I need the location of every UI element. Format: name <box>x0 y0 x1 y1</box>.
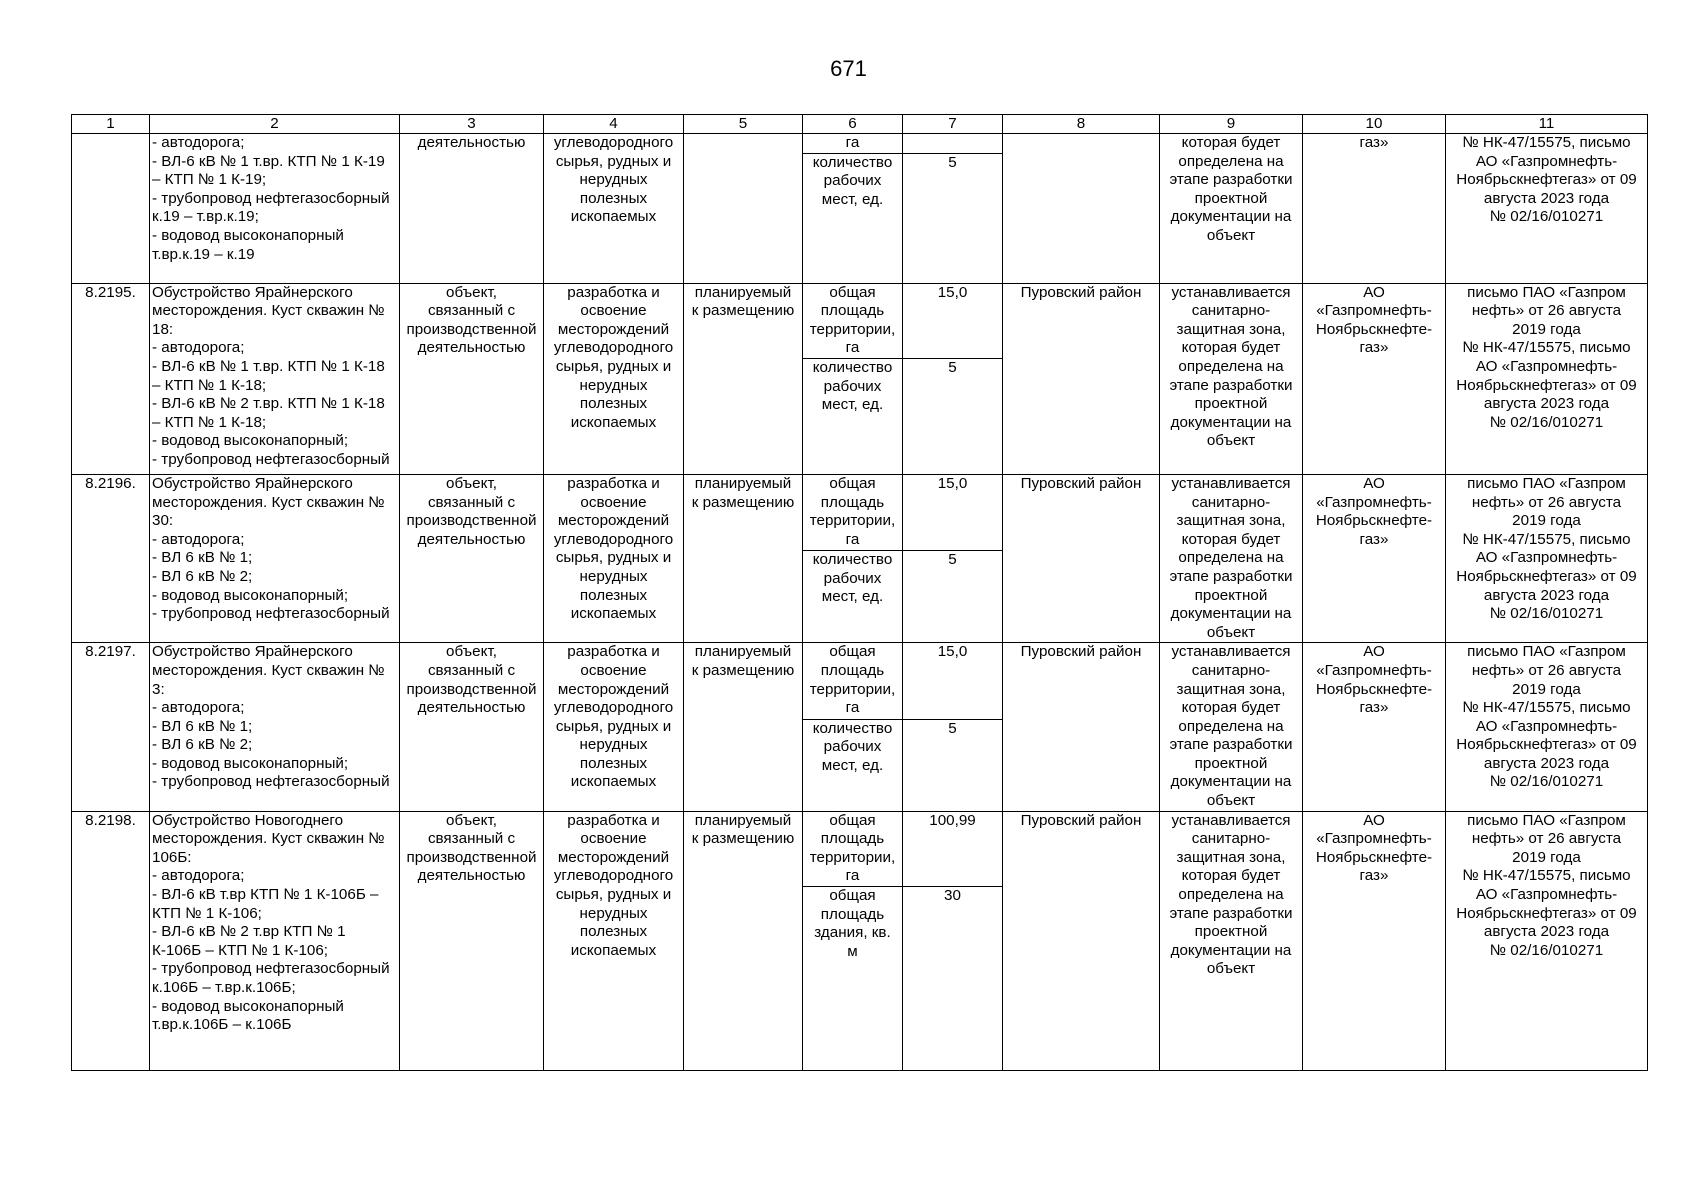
characteristic-cell: количество рабочих мест, ед. <box>803 358 903 474</box>
source-cell: письмо ПАО «Газпром нефть» от 26 августа 2019 года № НК-47/15575, письмо АО «Газпромнефть- Ноябрьскнефтегаз» от 09 августа 2023 года № 02/16/010271 <box>1446 811 1648 1070</box>
characteristic-cell: количество рабочих мест, ед. <box>803 551 903 643</box>
characteristic-cell: общая площадь территории, га <box>803 283 903 358</box>
row-number-cell: 8.2198. <box>72 811 150 1070</box>
owner-cell: АО «Газпромнефть- Ноябрьскнефте- газ» <box>1303 283 1446 474</box>
characteristic-cell: общая площадь территории, га <box>803 643 903 719</box>
value-cell: 5 <box>903 153 1003 283</box>
table-row <box>72 643 1648 719</box>
basis-cell: разработка и освоение месторождений углеводородного сырья, рудных и нерудных полезных ископаемых <box>544 474 684 642</box>
table-row <box>72 474 1648 550</box>
row-number-cell <box>72 134 150 284</box>
location-cell: Пуровский район <box>1003 811 1160 1070</box>
status-cell: планируемый к размещению <box>684 643 803 811</box>
owner-cell: АО «Газпромнефть- Ноябрьскнефте- газ» <box>1303 811 1446 1070</box>
column-header: 10 <box>1303 115 1446 134</box>
purpose-cell: объект, связанный с производственной деятельностью <box>400 643 544 811</box>
object-name-cell: Обустройство Ярайнерского месторождения. Куст скважин № 3: - автодорога; - ВЛ 6 кВ № 1; - ВЛ 6 кВ № 2; - водовод высоконапорный; - трубопровод нефтегазосборный <box>150 643 400 811</box>
column-header: 5 <box>684 115 803 134</box>
source-cell: письмо ПАО «Газпром нефть» от 26 августа 2019 года № НК-47/15575, письмо АО «Газпромнефть- Ноябрьскнефтегаз» от 09 августа 2023 года № 02/16/010271 <box>1446 643 1648 811</box>
characteristic-cell: общая площадь территории, га <box>803 474 903 550</box>
object-name-cell: - автодорога; - ВЛ-6 кВ № 1 т.вр. КТП № 1 К-19 – КТП № 1 К-19; - трубопровод нефтегазосборный к.19 – т.вр.к.19; - водовод высоконапорный т.вр.к.19 – к.19 <box>150 134 400 284</box>
characteristic-cell: количество рабочих мест, ед. <box>803 153 903 283</box>
row-number-cell: 8.2197. <box>72 643 150 811</box>
location-cell: Пуровский район <box>1003 643 1160 811</box>
zone-cell: устанавливается санитарно- защитная зона, которая будет определена на этапе разработки проектной документации на объект <box>1160 811 1303 1070</box>
column-header: 1 <box>72 115 150 134</box>
row-number-cell: 8.2195. <box>72 283 150 474</box>
column-header: 3 <box>400 115 544 134</box>
value-cell: 15,0 <box>903 474 1003 550</box>
object-name-cell: Обустройство Ярайнерского месторождения. Куст скважин № 30: - автодорога; - ВЛ 6 кВ № 1; - ВЛ 6 кВ № 2; - водовод высоконапорный; - трубопровод нефтегазосборный <box>150 474 400 642</box>
characteristic-cell: общая площадь территории, га <box>803 811 903 886</box>
source-cell: № НК-47/15575, письмо АО «Газпромнефть- Ноябрьскнефтегаз» от 09 августа 2023 года № 02/16/010271 <box>1446 134 1648 284</box>
continuation-row <box>72 134 1648 154</box>
column-header: 4 <box>544 115 684 134</box>
basis-cell: разработка и освоение месторождений углеводородного сырья, рудных и нерудных полезных ископаемых <box>544 811 684 1070</box>
status-cell: планируемый к размещению <box>684 811 803 1070</box>
owner-cell: АО «Газпромнефть- Ноябрьскнефте- газ» <box>1303 474 1446 642</box>
objects-table <box>71 114 1648 1071</box>
purpose-cell: объект, связанный с производственной деятельностью <box>400 283 544 474</box>
page-number: 671 <box>830 56 867 81</box>
value-cell: 5 <box>903 551 1003 643</box>
purpose-cell: объект, связанный с производственной деятельностью <box>400 474 544 642</box>
value-cell: 5 <box>903 358 1003 474</box>
source-cell: письмо ПАО «Газпром нефть» от 26 августа 2019 года № НК-47/15575, письмо АО «Газпромнефть- Ноябрьскнефтегаз» от 09 августа 2023 года № 02/16/010271 <box>1446 474 1648 642</box>
object-name-cell: Обустройство Новогоднего месторождения. Куст скважин № 106Б: - автодорога; - ВЛ-6 кВ т.вр КТП № 1 К-106Б – КТП № 1 К-106; - ВЛ-6 кВ № 2 т.вр КТП № 1 К-106Б – КТП № 1 К-106; - трубопровод нефтегазосборный к.106Б – т.вр.к.106Б; - водовод высоконапорный т.вр.к.106Б – к.106Б <box>150 811 400 1070</box>
column-header: 9 <box>1160 115 1303 134</box>
header-row <box>72 115 1648 134</box>
location-cell: Пуровский район <box>1003 283 1160 474</box>
zone-cell: которая будет определена на этапе разработки проектной документации на объект <box>1160 134 1303 284</box>
value-cell: 100,99 <box>903 811 1003 886</box>
status-cell <box>684 134 803 284</box>
table-row <box>72 811 1648 886</box>
object-name-cell: Обустройство Ярайнерского месторождения. Куст скважин № 18: - автодорога; - ВЛ-6 кВ № 1 т.вр. КТП № 1 К-18 – КТП № 1 К-18; - ВЛ-6 кВ № 2 т.вр. КТП № 1 К-18 – КТП № 1 К-18; - водовод высоконапорный; - трубопровод нефтегазосборный <box>150 283 400 474</box>
column-header: 2 <box>150 115 400 134</box>
value-cell: 15,0 <box>903 283 1003 358</box>
characteristic-cell: га <box>803 134 903 154</box>
owner-cell: АО «Газпромнефть- Ноябрьскнефте- газ» <box>1303 643 1446 811</box>
value-cell: 15,0 <box>903 643 1003 719</box>
purpose-cell: деятельностью <box>400 134 544 284</box>
status-cell: планируемый к размещению <box>684 283 803 474</box>
characteristic-cell: количество рабочих мест, ед. <box>803 719 903 811</box>
zone-cell: устанавливается санитарно- защитная зона, которая будет определена на этапе разработки проектной документации на объект <box>1160 474 1303 642</box>
table-row <box>72 283 1648 358</box>
status-cell: планируемый к размещению <box>684 474 803 642</box>
column-header: 7 <box>903 115 1003 134</box>
value-cell: 5 <box>903 719 1003 811</box>
zone-cell: устанавливается санитарно- защитная зона, которая будет определена на этапе разработки проектной документации на объект <box>1160 283 1303 474</box>
owner-cell: газ» <box>1303 134 1446 284</box>
basis-cell: углеводородного сырья, рудных и нерудных полезных ископаемых <box>544 134 684 284</box>
location-cell: Пуровский район <box>1003 474 1160 642</box>
value-cell <box>903 134 1003 154</box>
basis-cell: разработка и освоение месторождений углеводородного сырья, рудных и нерудных полезных ископаемых <box>544 643 684 811</box>
purpose-cell: объект, связанный с производственной деятельностью <box>400 811 544 1070</box>
column-header: 8 <box>1003 115 1160 134</box>
characteristic-cell: общая площадь здания, кв. м <box>803 887 903 1071</box>
zone-cell: устанавливается санитарно- защитная зона, которая будет определена на этапе разработки проектной документации на объект <box>1160 643 1303 811</box>
basis-cell: разработка и освоение месторождений углеводородного сырья, рудных и нерудных полезных ископаемых <box>544 283 684 474</box>
value-cell: 30 <box>903 887 1003 1071</box>
location-cell <box>1003 134 1160 284</box>
source-cell: письмо ПАО «Газпром нефть» от 26 августа 2019 года № НК-47/15575, письмо АО «Газпромнефть- Ноябрьскнефтегаз» от 09 августа 2023 года № 02/16/010271 <box>1446 283 1648 474</box>
row-number-cell: 8.2196. <box>72 474 150 642</box>
column-header: 6 <box>803 115 903 134</box>
column-header: 11 <box>1446 115 1648 134</box>
